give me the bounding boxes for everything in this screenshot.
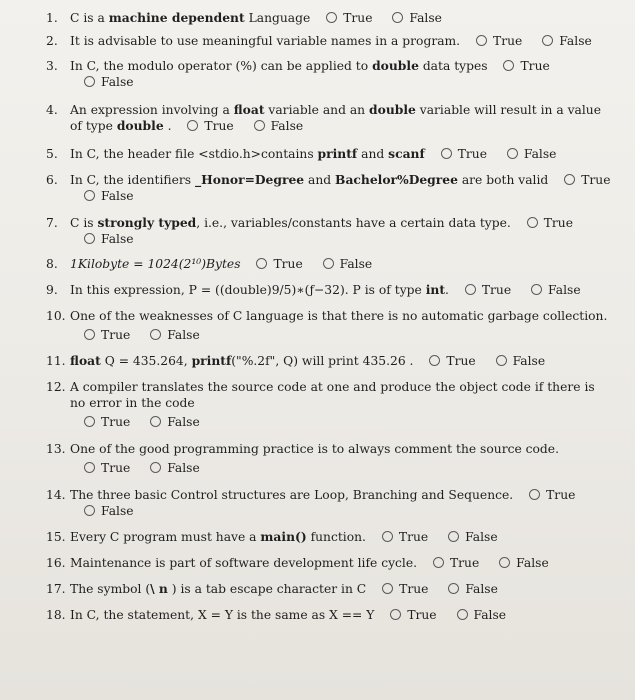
option-false[interactable]: False — [150, 414, 200, 430]
question-number: 14. — [46, 488, 66, 502]
question-5 — [18, 146, 617, 162]
option-true[interactable]: True — [382, 529, 428, 545]
question-text: Maintenance is part of software development life cycle. True False — [70, 556, 549, 570]
question-text: In C, the identifiers _Honor=Degree and Bachelor%Degree are both valid True — [70, 172, 611, 187]
question-11 — [18, 353, 617, 369]
question-18 — [18, 607, 617, 623]
option-true[interactable]: True — [527, 215, 573, 231]
question-number: 10. — [46, 309, 66, 323]
radio-circle-icon[interactable] — [465, 284, 476, 295]
question-text: The symbol (\ n ) is a tab escape character in C True False — [70, 581, 498, 596]
question-text-line-2: of type double . True False — [70, 118, 304, 133]
radio-circle-icon[interactable] — [448, 583, 459, 594]
radio-circle-icon[interactable] — [390, 609, 401, 620]
question-14 — [18, 487, 617, 519]
radio-circle-icon[interactable] — [84, 505, 95, 516]
option-false[interactable]: False — [84, 188, 134, 204]
radio-circle-icon[interactable] — [507, 148, 518, 159]
question-12 — [18, 379, 617, 430]
radio-circle-icon[interactable] — [323, 258, 334, 269]
option-false[interactable]: False — [531, 282, 581, 298]
question-number: 9. — [46, 283, 58, 297]
radio-circle-icon[interactable] — [496, 355, 507, 366]
radio-circle-icon[interactable] — [476, 35, 487, 46]
question-9 — [18, 282, 617, 298]
question-16 — [18, 555, 617, 571]
option-true[interactable]: True — [429, 353, 475, 369]
option-false[interactable]: False — [84, 231, 134, 247]
question-1 — [18, 10, 617, 26]
question-text: The three basic Control structures are Loop, Branching and Sequence. True — [70, 488, 576, 502]
question-13 — [18, 441, 617, 476]
radio-circle-icon[interactable] — [84, 462, 95, 473]
radio-circle-icon[interactable] — [326, 12, 337, 23]
radio-circle-icon[interactable] — [448, 531, 459, 542]
radio-circle-icon[interactable] — [84, 329, 95, 340]
radio-circle-icon[interactable] — [150, 416, 161, 427]
question-number: 8. — [46, 257, 58, 271]
question-text: C is strongly typed, i.e., variables/constants have a certain data type. True — [70, 215, 573, 230]
question-10 — [18, 308, 617, 343]
question-options-line — [70, 460, 617, 476]
option-true[interactable]: True — [382, 581, 428, 597]
option-false[interactable]: False — [254, 118, 304, 134]
option-true[interactable]: True — [84, 460, 130, 476]
radio-circle-icon[interactable] — [84, 190, 95, 201]
question-options-line — [70, 188, 617, 204]
radio-circle-icon[interactable] — [187, 120, 198, 131]
question-number: 16. — [46, 556, 66, 570]
question-text: One of the good programming practice is to always comment the source code. — [70, 442, 559, 456]
radio-circle-icon[interactable] — [499, 557, 510, 568]
question-2 — [18, 33, 617, 49]
option-true[interactable]: True — [564, 172, 610, 188]
question-number: 1. — [46, 11, 58, 25]
question-options-line — [70, 74, 617, 90]
option-false[interactable]: False — [499, 555, 549, 571]
question-text: 1Kilobyte = 1024(2¹⁰)Bytes True False — [70, 257, 373, 271]
radio-circle-icon[interactable] — [457, 609, 468, 620]
question-number: 18. — [46, 608, 66, 622]
question-number: 6. — [46, 173, 58, 187]
question-text: C is a machine dependent Language True False — [70, 10, 442, 25]
option-false[interactable]: False — [542, 33, 592, 49]
question-number: 17. — [46, 582, 66, 596]
radio-circle-icon[interactable] — [150, 329, 161, 340]
option-false[interactable]: False — [448, 581, 498, 597]
question-number: 15. — [46, 530, 66, 544]
question-text: In C, the header file <stdio.h>contains printf and scanf True False — [70, 146, 557, 161]
option-false[interactable]: False — [457, 607, 507, 623]
radio-circle-icon[interactable] — [382, 583, 393, 594]
radio-circle-icon[interactable] — [503, 60, 514, 71]
option-true[interactable]: True — [326, 10, 372, 26]
radio-circle-icon[interactable] — [531, 284, 542, 295]
option-true[interactable]: True — [503, 58, 549, 74]
option-true[interactable]: True — [84, 414, 130, 430]
radio-circle-icon[interactable] — [84, 76, 95, 87]
question-text: An expression involving a float variable and an double variable will result in a value — [70, 102, 601, 117]
option-true[interactable]: True — [476, 33, 522, 49]
radio-circle-icon[interactable] — [392, 12, 403, 23]
option-true[interactable]: True — [187, 118, 233, 134]
option-true[interactable]: True — [433, 555, 479, 571]
question-number: 13. — [46, 442, 66, 456]
radio-circle-icon[interactable] — [564, 174, 575, 185]
question-17 — [18, 581, 617, 597]
question-options-line — [70, 414, 617, 430]
option-false[interactable]: False — [507, 146, 557, 162]
question-6 — [18, 172, 617, 204]
question-number: 3. — [46, 59, 58, 73]
radio-circle-icon[interactable] — [150, 462, 161, 473]
radio-circle-icon[interactable] — [542, 35, 553, 46]
option-true[interactable]: True — [390, 607, 436, 623]
question-7 — [18, 215, 617, 247]
question-text: In this expression, P = ((double)9/5)∗(ƒ−32). P is of type int. True False — [70, 282, 581, 297]
radio-circle-icon[interactable] — [84, 416, 95, 427]
option-false[interactable]: False — [496, 353, 546, 369]
question-text: A compiler translates the source code at one and produce the object code if there is — [70, 380, 595, 394]
radio-circle-icon[interactable] — [527, 217, 538, 228]
radio-circle-icon[interactable] — [382, 531, 393, 542]
option-true[interactable]: True — [256, 256, 302, 272]
radio-circle-icon[interactable] — [529, 489, 540, 500]
option-false[interactable]: False — [84, 503, 134, 519]
question-text: In C, the modulo operator (%) can be applied to double data types True — [70, 58, 550, 73]
question-text: Every C program must have a main() function. True False — [70, 529, 498, 544]
question-options-line — [70, 231, 617, 247]
option-false[interactable]: False — [150, 327, 200, 343]
question-3 — [18, 58, 617, 90]
radio-circle-icon[interactable] — [256, 258, 267, 269]
question-number: 12. — [46, 380, 66, 394]
radio-circle-icon[interactable] — [441, 148, 452, 159]
option-false[interactable]: False — [448, 529, 498, 545]
question-15 — [18, 529, 617, 545]
question-number: 11. — [46, 354, 66, 368]
question-options-line — [70, 503, 617, 519]
question-text: In C, the statement, X = Y is the same as X == Y True False — [70, 608, 507, 622]
question-text: It is advisable to use meaningful variable names in a program. True False — [70, 34, 592, 48]
option-false[interactable]: False — [323, 256, 373, 272]
option-false[interactable]: False — [392, 10, 442, 26]
question-number: 4. — [46, 103, 58, 117]
question-text: float Q = 435.264, printf("%.2f", Q) will print 435.26 . True False — [70, 353, 546, 368]
radio-circle-icon[interactable] — [433, 557, 444, 568]
question-number: 7. — [46, 216, 58, 230]
option-true[interactable]: True — [441, 146, 487, 162]
question-number: 2. — [46, 34, 58, 48]
question-8 — [18, 256, 617, 272]
question-text-line-2: no error in the code — [70, 396, 195, 410]
option-true[interactable]: True — [465, 282, 511, 298]
option-false[interactable]: False — [84, 74, 134, 90]
radio-circle-icon[interactable] — [254, 120, 265, 131]
radio-circle-icon[interactable] — [84, 233, 95, 244]
option-true[interactable]: True — [84, 327, 130, 343]
question-number: 5. — [46, 147, 58, 161]
question-text: One of the weaknesses of C language is that there is no automatic garbage collection. — [70, 309, 608, 323]
option-false[interactable]: False — [150, 460, 200, 476]
question-options-line — [70, 327, 617, 343]
radio-circle-icon[interactable] — [429, 355, 440, 366]
option-true[interactable]: True — [529, 487, 575, 503]
question-4 — [18, 102, 617, 134]
